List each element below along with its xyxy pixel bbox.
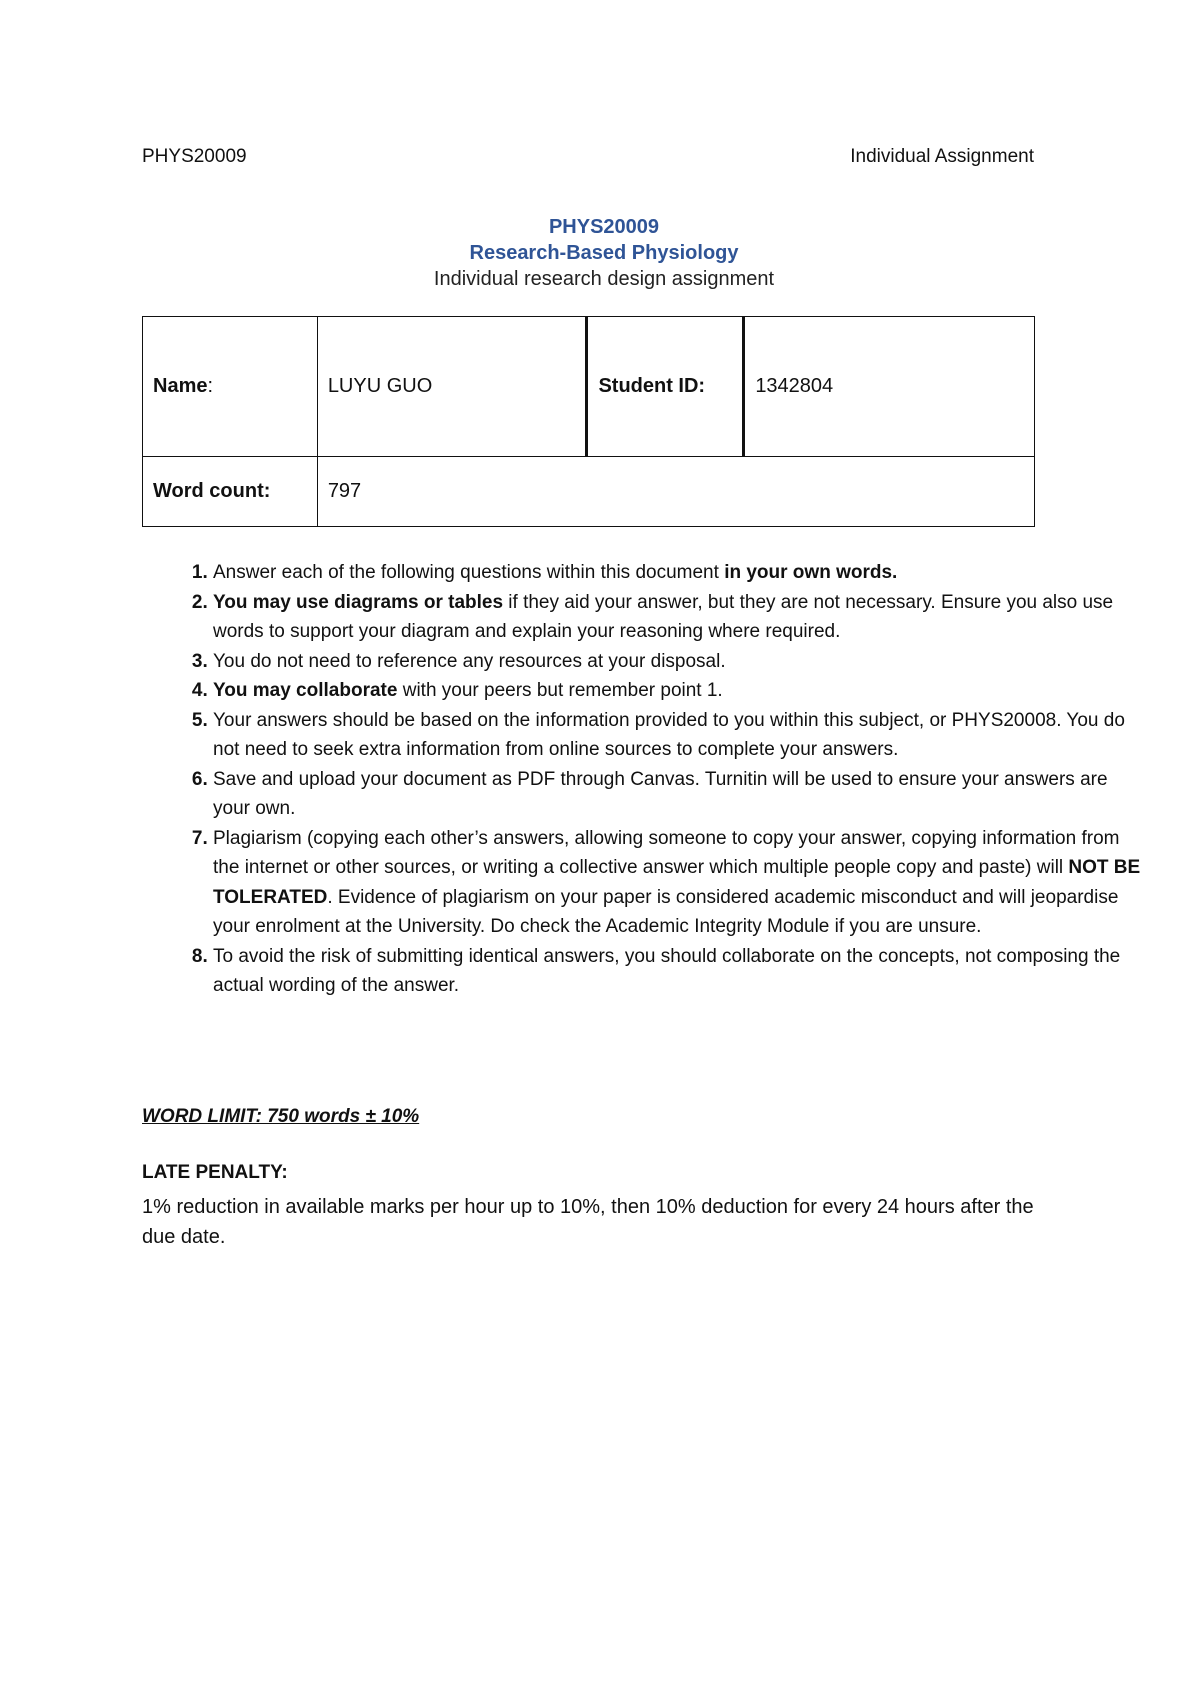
header-assignment-type: Individual Assignment — [850, 146, 1034, 167]
instruction-text: with your peers but remember point 1. — [397, 680, 723, 701]
instruction-text: You do not need to reference any resources at your disposal. — [213, 650, 726, 672]
instruction-text: Save and upload your document as PDF through Canvas. Turnitin will be used to ensure your answers are your own. — [213, 768, 1108, 819]
instruction-text-bold: NOT BE TOLERATED — [213, 857, 1141, 908]
list-item — [213, 558, 1143, 588]
instruction-text: . Evidence of plagiarism on your paper is considered academic misconduct and will jeopardise your enrolment at the University. Do check the Academic Integrity Module if you are unsure. — [213, 886, 1119, 937]
instruction-text-bold: You may use diagrams or tables — [213, 591, 504, 613]
instruction-text: Answer each of the following questions within this document — [213, 562, 725, 583]
list-item — [213, 765, 1143, 824]
instruction-text-bold: You may collaborate — [213, 680, 398, 701]
late-penalty-text: 1% reduction in available marks per hour up to 10%, then 10% deduction for every 24 hours after the due date. — [142, 1196, 1034, 1248]
table-row — [143, 317, 1035, 457]
name-label-colon: : — [207, 375, 214, 397]
word-count-value: 797 — [317, 457, 1034, 527]
name-label-cell — [143, 317, 318, 457]
list-item — [213, 647, 1143, 677]
instruction-text: if they aid your answer, but they are not necessary. Ensure you also use words to support your diagram and explain your reasoning where required. — [213, 591, 1114, 642]
word-limit: WORD LIMIT: 750 words ± 10% — [142, 1106, 420, 1127]
list-item — [213, 824, 1143, 942]
late-penalty-label: LATE PENALTY: — [142, 1162, 288, 1183]
word-count-label: Word count: — [143, 457, 318, 527]
instruction-text: Plagiarism (copying each other’s answers, allowing someone to copy your answer, copying information from the internet or other sources, or writing a collective answer which multiple people copy and paste) will — [213, 827, 1120, 878]
instruction-text: Your answers should be based on the information provided to you within this subject, or PHYS20008. You do not need to seek extra information from online sources to complete your answers. — [213, 709, 1125, 760]
header-course-code: PHYS20009 — [142, 146, 247, 167]
title-subject-name: Research-Based Physiology — [469, 242, 739, 264]
student-id-value: 1342804 — [744, 317, 1035, 457]
name-label: Name — [153, 375, 208, 397]
title-subtitle: Individual research design assignment — [433, 268, 775, 290]
instructions-list — [142, 558, 1143, 1001]
instruction-text-bold: in your own words. — [724, 562, 898, 583]
list-item — [213, 942, 1143, 1001]
list-item — [213, 676, 1143, 706]
table-row — [143, 457, 1035, 527]
student-id-label: Student ID: — [587, 317, 744, 457]
title-block — [0, 214, 1200, 292]
name-value: LUYU GUO — [317, 317, 587, 457]
list-item — [213, 588, 1143, 647]
instruction-text: To avoid the risk of submitting identical answers, you should collaborate on the concepts, not composing the actual wording of the answer. — [213, 945, 1121, 996]
list-item — [213, 706, 1143, 765]
title-course-code: PHYS20009 — [548, 216, 660, 238]
student-info-table — [142, 316, 1035, 527]
